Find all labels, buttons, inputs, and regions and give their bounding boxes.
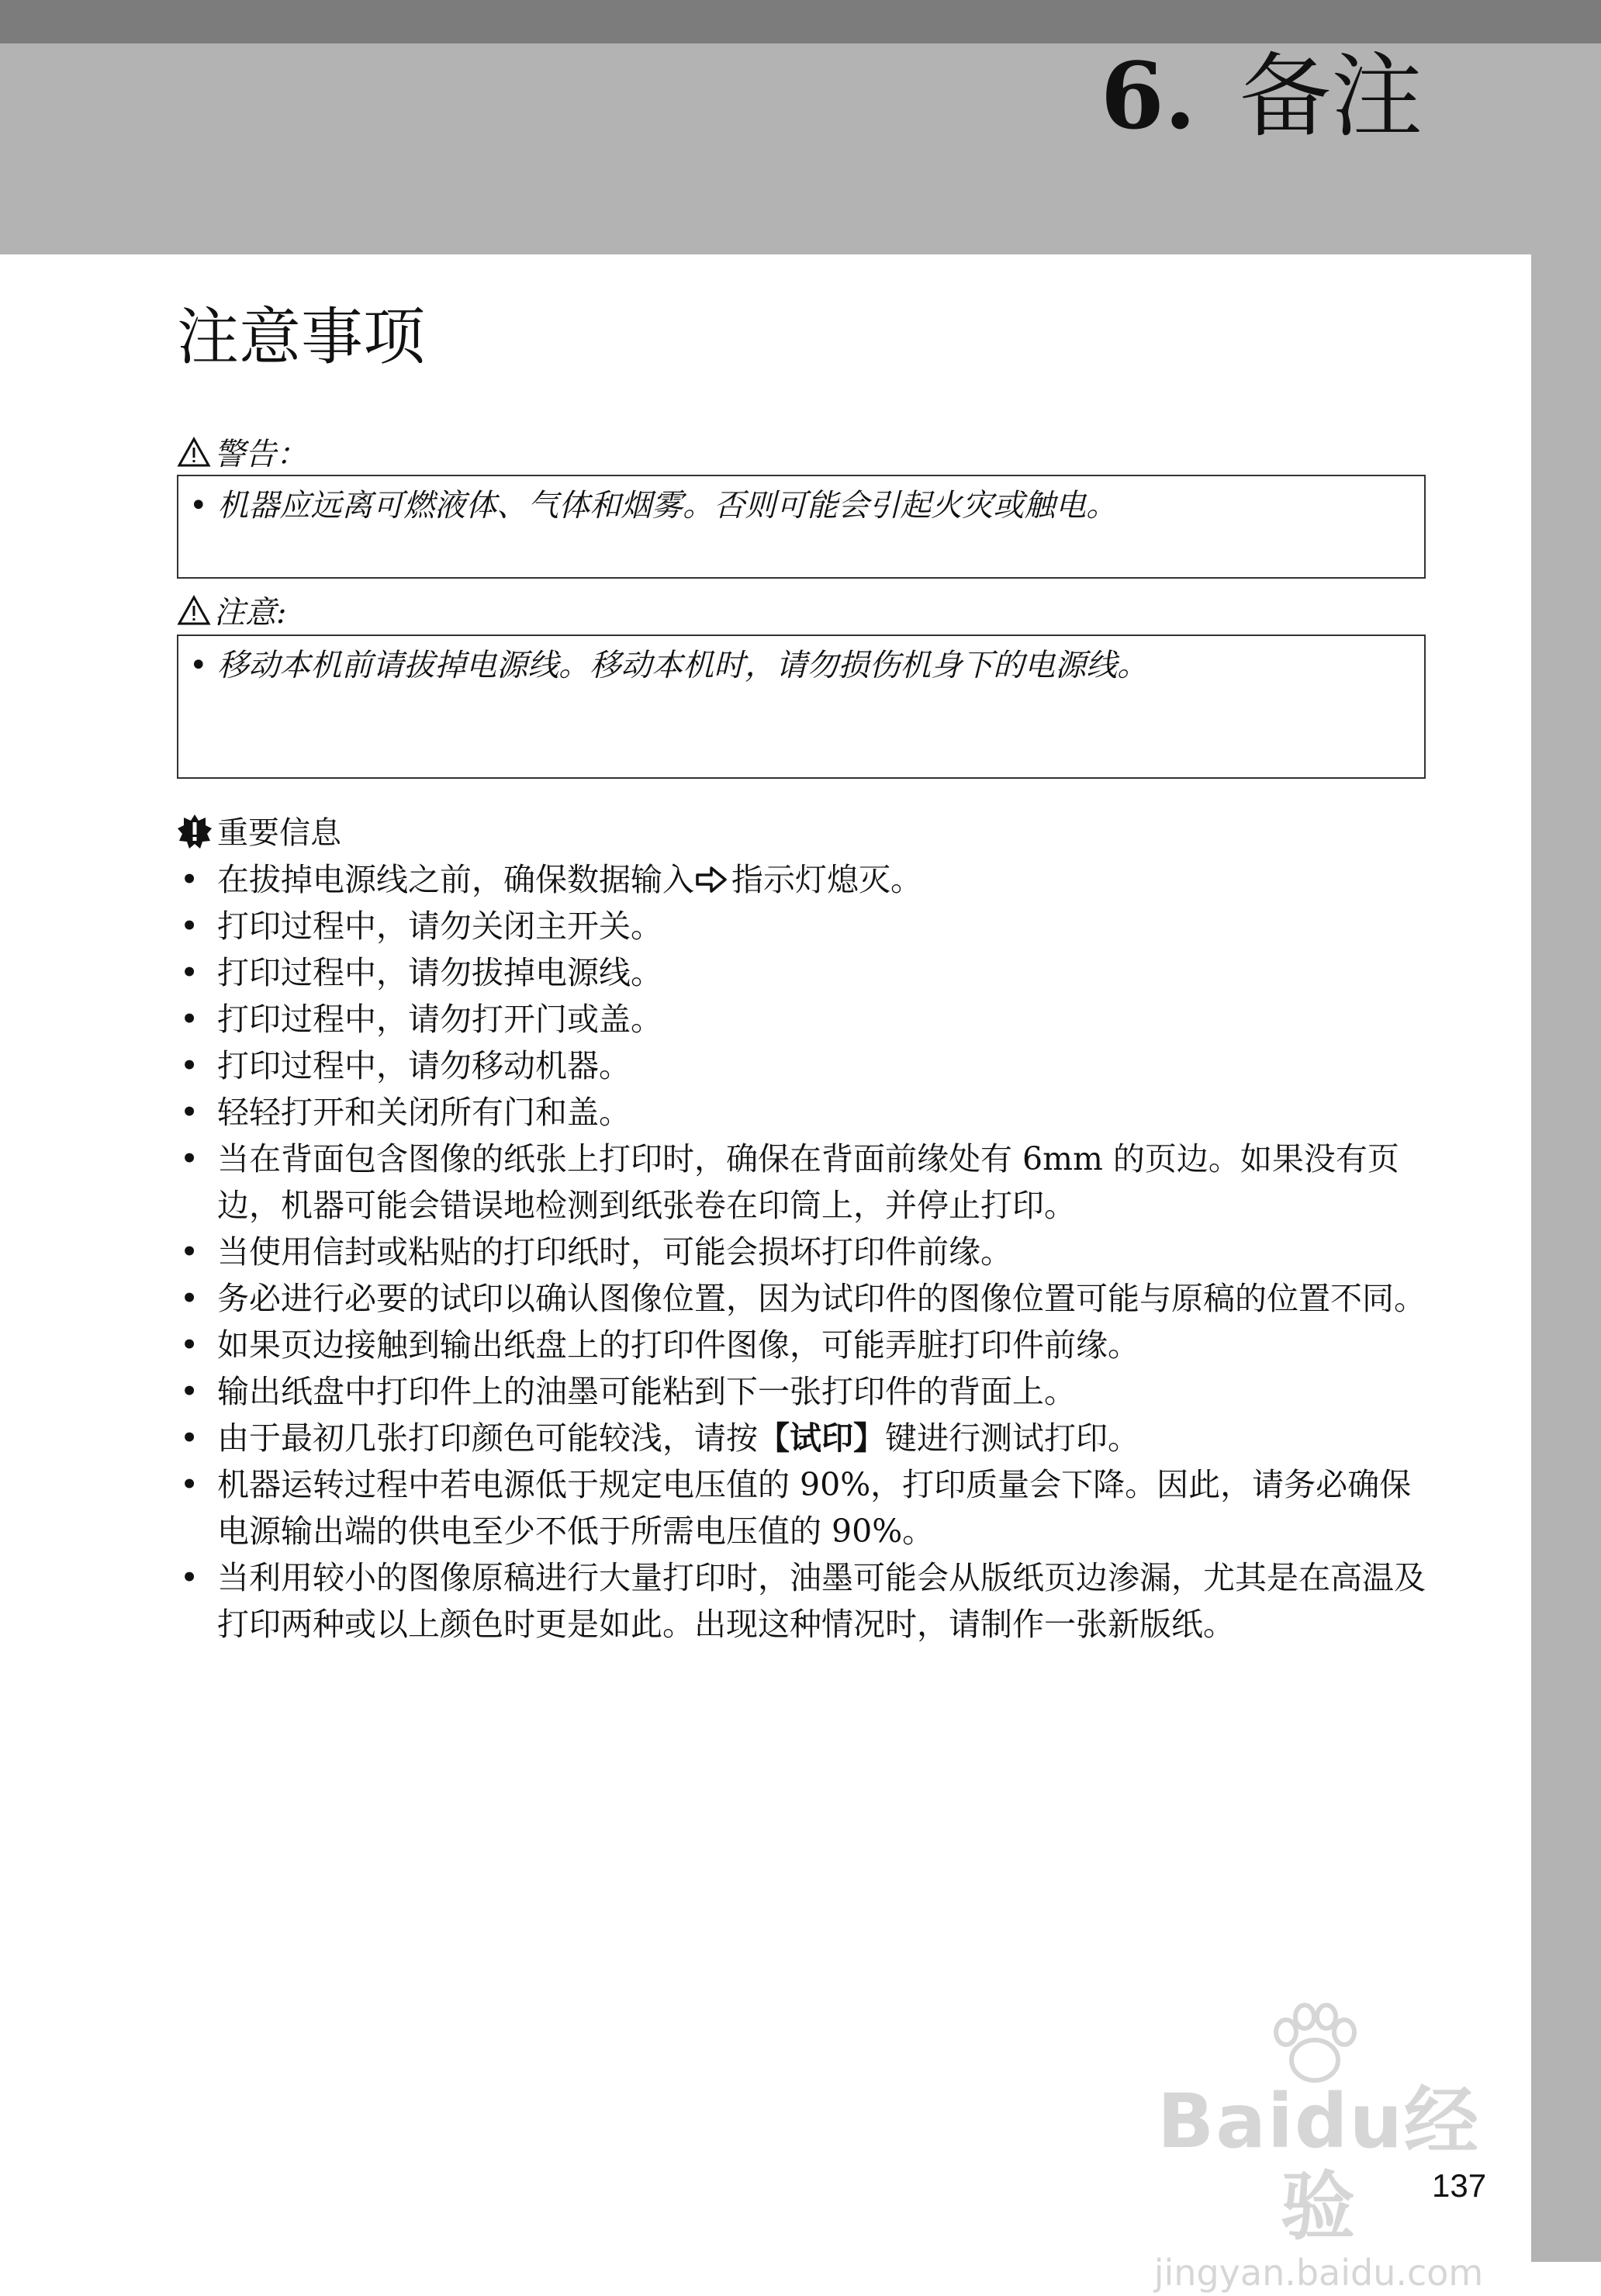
list-item [177, 1461, 1427, 1554]
list-item [177, 1136, 1427, 1229]
chapter-heading [1101, 42, 1423, 150]
watermark-url: jingyan.baidu.com [1153, 2252, 1484, 2294]
top-dark-bar [0, 0, 1601, 43]
right-margin-strip [1531, 254, 1601, 2262]
list-item-text: 在拔掉电源线之前，确保数据输入 [217, 861, 694, 898]
list-item-text: 如果页边接触到输出纸盘上的打印件图像，可能弄脏打印件前缘。 [217, 1326, 1139, 1364]
list-item-text: 机器运转过程中若电源低于规定电压值的 90%，打印质量会下降。因此，请务必确保电源输出端的供电至少不低于所需电压值的 90%。 [217, 1466, 1412, 1550]
list-item-text: 由于最初几张打印颜色可能较浅，请按 [217, 1419, 758, 1457]
chapter-number: 6. [1100, 42, 1196, 150]
list-item [177, 949, 1427, 996]
list-item-text: 输出纸盘中打印件上的油墨可能粘到下一张打印件的背面上。 [217, 1373, 1076, 1410]
list-item-text: 打印过程中，请勿拔掉电源线。 [217, 954, 662, 991]
list-item-text: 务必进行必要的试印以确认图像位置，因为试印件的图像位置可能与原稿的位置不同。 [217, 1280, 1426, 1317]
list-item-text: 轻轻打开和关闭所有门和盖。 [217, 1094, 631, 1131]
list-item-text: 当利用较小的图像原稿进行大量打印时，油墨可能会从版纸页边渗漏，尤其是在高温及打印两种或以上颜色时更是如此。出现这种情况时，请制作一张新版纸。 [217, 1559, 1426, 1643]
list-item [177, 996, 1427, 1043]
list-item-text: 打印过程中，请勿打开门或盖。 [217, 1001, 662, 1038]
list-item-text: 当使用信封或粘贴的打印纸时，可能会损坏打印件前缘。 [217, 1233, 1012, 1271]
warning-label [177, 434, 307, 475]
important-label-text: 重要信息 [217, 815, 341, 851]
test-print-key-label: 【试印】 [758, 1419, 885, 1457]
watermark-brand: Baidu经验 [1157, 2078, 1480, 2250]
list-item [177, 1043, 1427, 1089]
list-item-text: 打印过程中，请勿关闭主开关。 [217, 908, 662, 945]
page-number: 137 [1432, 2167, 1487, 2204]
list-item [177, 1368, 1427, 1415]
caution-label [177, 593, 286, 633]
important-starburst-icon [177, 814, 213, 849]
warning-text: • 机器应远离可燃液体、气体和烟雾。否则可能会引起火灾或触电。 [189, 488, 1118, 524]
caution-box [177, 635, 1426, 779]
list-item-text: 指示灯熄灭。 [731, 861, 922, 898]
list-item-text: 当在背面包含图像的纸张上打印时，确保在背面前缘处有 6mm 的页边。如果没有页边，机器可能会错误地检测到纸张卷在印筒上，并停止打印。 [217, 1140, 1399, 1224]
list-item-text: 键进行测试打印。 [885, 1419, 1139, 1457]
warning-box [177, 475, 1426, 579]
data-in-arrow-icon [694, 864, 731, 895]
list-item [177, 1554, 1427, 1648]
caution-triangle-icon [177, 595, 211, 626]
section-title: 注意事项 [177, 301, 425, 373]
list-item [177, 1229, 1427, 1275]
chapter-title: 备注 [1239, 43, 1423, 150]
list-item-text: 打印过程中，请勿移动机器。 [217, 1047, 631, 1084]
caution-text: • 移动本机前请拔掉电源线。移动本机时，请勿损伤机身下的电源线。 [189, 648, 1149, 683]
caution-label-text: 注意: [214, 595, 287, 631]
list-item [177, 856, 1427, 903]
warning-triangle-icon [177, 437, 211, 468]
list-item [177, 1089, 1427, 1136]
important-list [177, 856, 1427, 1648]
list-item [177, 903, 1427, 949]
list-item [177, 1322, 1427, 1368]
list-item [177, 1415, 1427, 1461]
list-item [177, 1275, 1427, 1322]
paw-logo-icon [1257, 2000, 1373, 2093]
warning-label-text: 警告： [214, 437, 307, 472]
important-label [177, 811, 341, 855]
